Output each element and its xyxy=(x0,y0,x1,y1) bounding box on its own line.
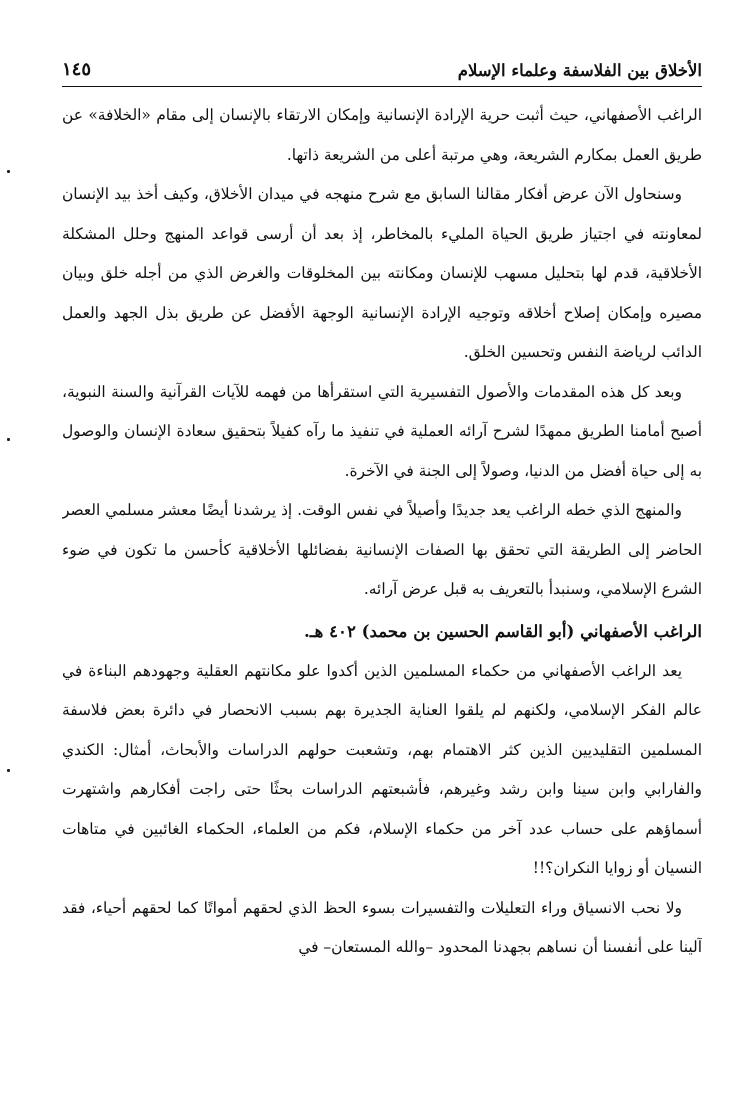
running-header xyxy=(62,40,702,87)
section-heading: الراغب الأصفهاني (أبو القاسم الحسين بن محمد) ٤٠٢ هـ. xyxy=(303,620,702,641)
body-text xyxy=(62,96,702,968)
paragraph: والمنهج الذي خطه الراغب يعد جديدًا وأصيلاً في نفس الوقت. إذ يرشدنا أيضًا معشر مسلمي العصر الحاضر إلى الطريقة التي تحقق بها الصفات الإنسانية بفضائلها الأخلاقية كأحسن ما تكون في ضوء الشرع الإسلامي، وسنبدأ بالتعريف به قبل عرض آرائه. xyxy=(62,501,702,598)
margin-mark xyxy=(7,438,10,441)
paragraph: يعد الراغب الأصفهاني من حكماء المسلمين الذين أكدوا علو مكانتهم العقلية وجهودهم البناءة في عالم الفكر الإسلامي، ولكنهم لم يلقوا العناية الجديرة بهم بسبب الانحصار في دائرة بعض فلاسفة المسلمين التقليديين الذين كثر الاهتمام بهم، وتشعبت حولهم الدراسات والأبحاث، أمثال: الكندي والفارابي وابن سينا وابن رشد وغيرهم، فأشبعتهم الدراسات بحثًا حتى راجت أفكارهم واشتهرت أسماؤهم على حساب عدد آخر من حكماء الإسلام، فكم من العلماء، الحكماء الغائبين في متاهات النسيان أو زوايا النكران؟!! xyxy=(62,661,702,877)
page-number: ١٤٥ xyxy=(62,59,92,80)
paragraph: الراغب الأصفهاني، حيث أثبت حرية الإرادة الإنسانية وإمكان الارتقاء بالإنسان إلى مقام «الخلافة» عن طريق العمل بمكارم الشريعة، وهي مرتبة أعلى من الشريعة ذاتها. xyxy=(62,106,702,164)
book-page xyxy=(62,40,702,1100)
paragraph: وسنحاول الآن عرض أفكار مقالنا السابق مع شرح منهجه في ميدان الأخلاق، وكيف أخذ بيد الإنسان لمعاونته في اجتياز طريق الحياة المليء بالمخاطر، إذ بعد أن أرسى قواعد المنهج وحلل المشكلة الأخلاقية، قدم لها بتحليل مسهب للإنسان ومكانته بين المخلوقات والغرض الذي من أجله خلق وبيان مصيره وإمكان إصلاح أخلاقه وتوجيه الإرادة الإنسانية الوجهة الأفضل عن طريق بذل الجهد والعمل الدائب لرياضة النفس وتحسين الخلق. xyxy=(62,185,702,361)
paragraph: وبعد كل هذه المقدمات والأصول التفسيرية التي استقرأها من فهمه للآيات القرآنية والسنة النبوية، أصبح أمامنا الطريق ممهدًا لشرح آرائه العملية في تنفيذ ما رآه كفيلاً بتحقيق سعادة الإنسان والوصول به إلى حياة أفضل من الدنيا، وصولاً إلى الجنة في الآخرة. xyxy=(62,382,702,480)
margin-mark xyxy=(7,769,10,772)
paragraph: ولا نحب الانسياق وراء التعليلات والتفسيرات بسوء الحظ الذي لحقهم أمواتًا كما لحقهم أحياء، فقد آلينا على أنفسنا أن نساهم بجهدنا المحدود –والله المستعان– في xyxy=(62,898,702,956)
running-title: الأخلاق بين الفلاسفة وعلماء الإسلام xyxy=(457,61,702,80)
margin-mark xyxy=(7,170,10,173)
